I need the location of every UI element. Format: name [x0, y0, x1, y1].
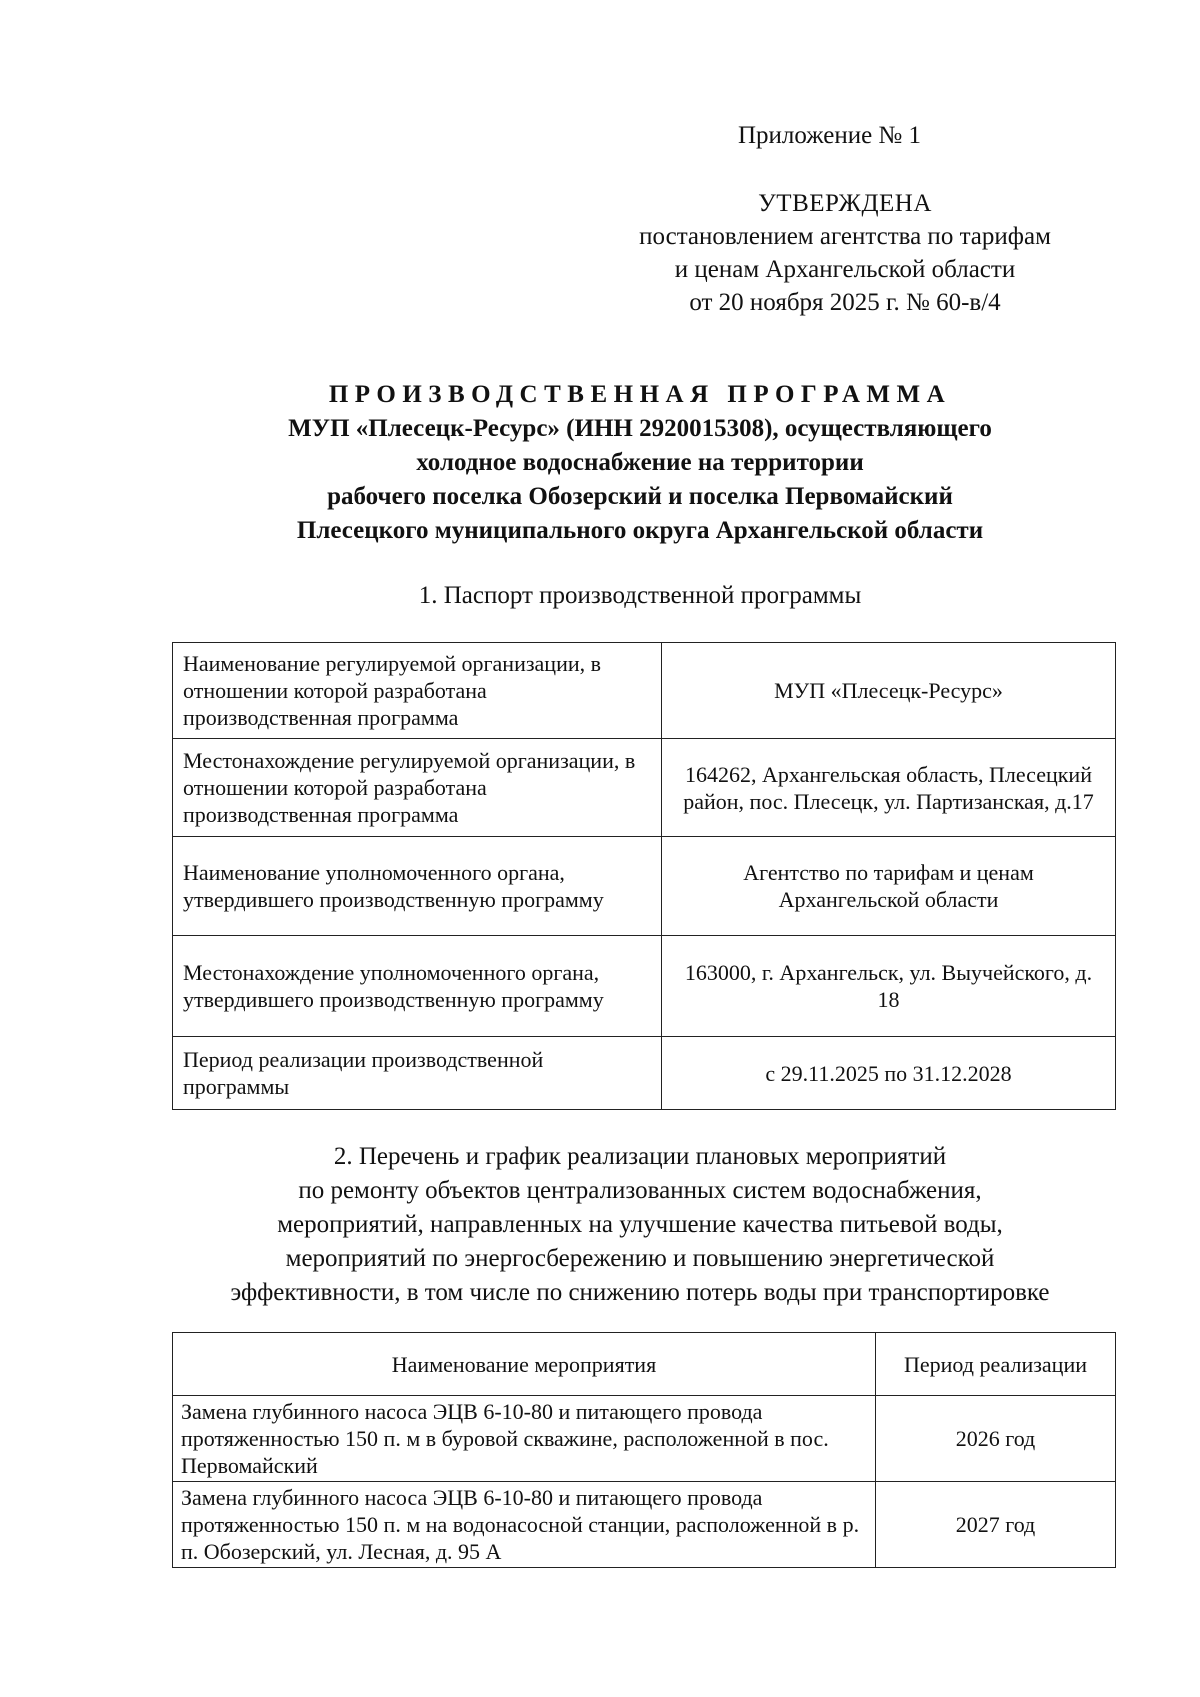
- passport-value: 163000, г. Архангельск, ул. Выучейского, д. 18: [662, 936, 1116, 1037]
- passport-label: Местонахождение регулируемой организации, в отношении которой разработана производственная программа: [173, 739, 662, 837]
- table-row: [173, 936, 1116, 1037]
- measure-period: 2026 год: [876, 1396, 1116, 1482]
- column-header-period: Период реализации: [876, 1333, 1116, 1396]
- approval-line-3: от 20 ноября 2025 г. № 60-в/4: [689, 289, 1001, 316]
- title-line-1: ПРОИЗВОДСТВЕННАЯ ПРОГРАММА: [328, 381, 952, 408]
- measure-period: 2027 год: [876, 1482, 1116, 1568]
- approval-line-1: постановлением агентства по тарифам: [639, 223, 1051, 250]
- table-row: [173, 1037, 1116, 1110]
- measure-name: Замена глубинного насоса ЭЦВ 6-10-80 и питающего провода протяженностью 150 п. м на водонасосной станции, расположенной в р. п. Обозерский, ул. Лесная, д. 95 А: [173, 1482, 876, 1568]
- section-2-heading-line: эффективности, в том числе по снижению потерь воды при транспортировке: [230, 1279, 1050, 1306]
- measures-table: [172, 1332, 1116, 1568]
- title-line-4: рабочего поселка Обозерский и поселка Первомайский: [327, 483, 953, 510]
- passport-value: МУП «Плесецк-Ресурс»: [662, 643, 1116, 739]
- passport-label: Наименование регулируемой организации, в отношении которой разработана производственная программа: [173, 643, 662, 739]
- appendix-label: Приложение № 1: [738, 122, 922, 149]
- table-row: [173, 739, 1116, 837]
- approval-line-2: и ценам Архангельской области: [674, 256, 1016, 283]
- passport-value: 164262, Архангельская область, Плесецкий район, пос. Плесецк, ул. Партизанская, д.17: [662, 739, 1116, 837]
- passport-label: Местонахождение уполномоченного органа, утвердившего производственную программу: [173, 936, 662, 1037]
- section-1-heading: 1. Паспорт производственной программы: [418, 582, 862, 609]
- title-line-5: Плесецкого муниципального округа Архангельской области: [296, 517, 984, 544]
- passport-label: Период реализации производственной программы: [173, 1037, 662, 1110]
- passport-table: [172, 642, 1116, 1110]
- section-2-heading-line: мероприятий, направленных на улучшение качества питьевой воды,: [277, 1211, 1003, 1238]
- title-line-2: МУП «Плесецк-Ресурс» (ИНН 2920015308), осуществляющего: [288, 415, 992, 442]
- section-2-heading-line: мероприятий по энергосбережению и повышению энергетической: [285, 1245, 995, 1272]
- approval-stamp-block: [610, 187, 1080, 319]
- column-header-name: Наименование мероприятия: [173, 1333, 876, 1396]
- table-row: [173, 1396, 1116, 1482]
- section-2-heading-line: 2. Перечень и график реализации плановых мероприятий: [333, 1143, 947, 1170]
- approved-label: УТВЕРЖДЕНА: [758, 190, 932, 217]
- document-title: [160, 378, 1120, 548]
- table-row: [173, 1482, 1116, 1568]
- table-row: [173, 837, 1116, 936]
- section-2-heading: [160, 1140, 1120, 1310]
- passport-value: Агентство по тарифам и ценам Архангельской области: [662, 837, 1116, 936]
- title-line-3: холодное водоснабжение на территории: [416, 449, 864, 476]
- passport-label: Наименование уполномоченного органа, утвердившего производственную программу: [173, 837, 662, 936]
- table-row: [173, 643, 1116, 739]
- table-header-row: [173, 1333, 1116, 1396]
- measure-name: Замена глубинного насоса ЭЦВ 6-10-80 и питающего провода протяженностью 150 п. м в буровой скважине, расположенной в пос. Первомайский: [173, 1396, 876, 1482]
- section-2-heading-line: по ремонту объектов централизованных систем водоснабжения,: [298, 1177, 982, 1204]
- passport-value: с 29.11.2025 по 31.12.2028: [662, 1037, 1116, 1110]
